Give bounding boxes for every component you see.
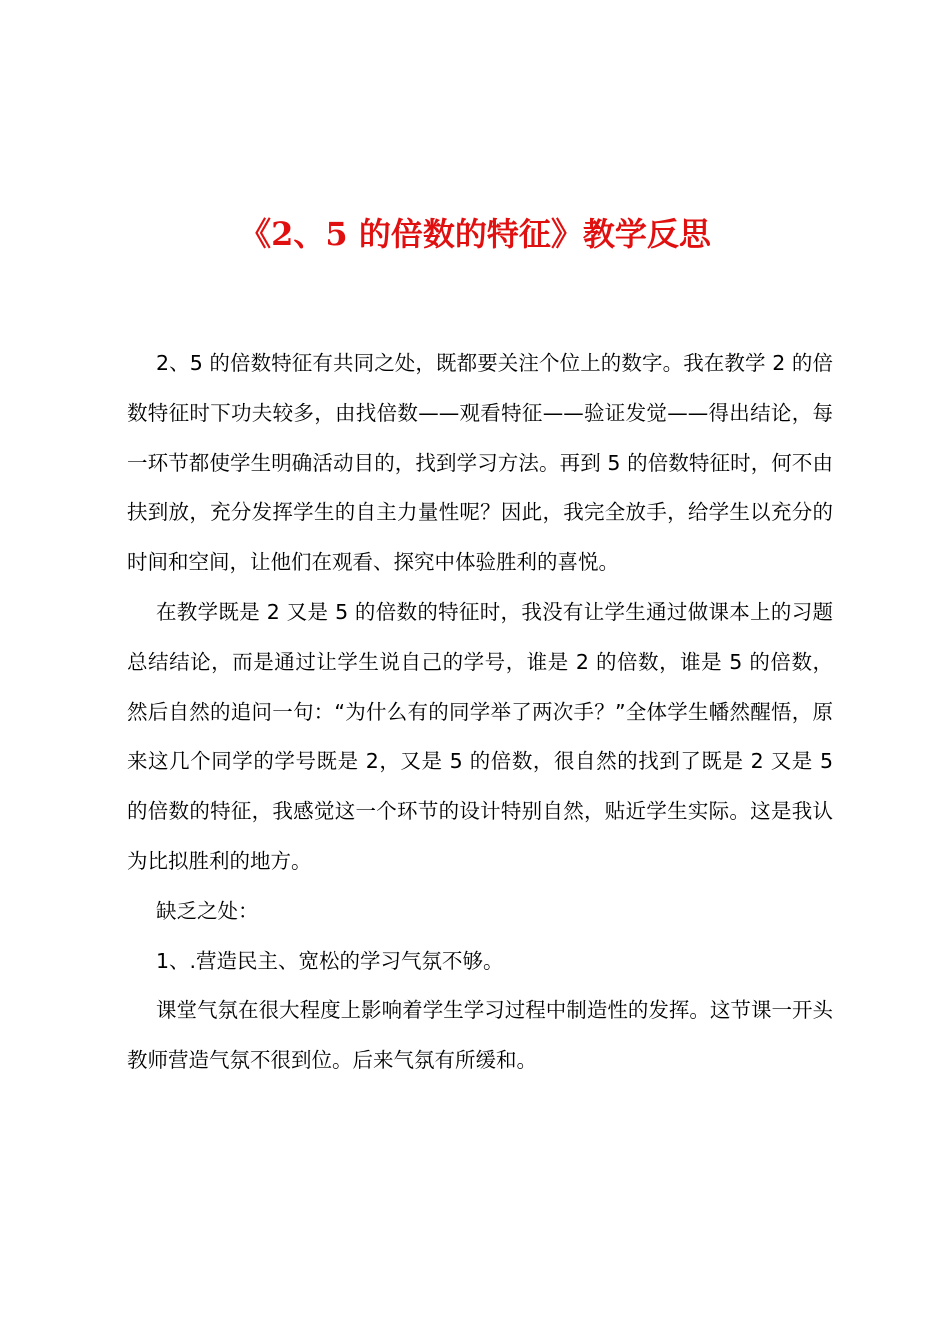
paragraph-teaching-example: 在教学既是 2 又是 5 的倍数的特征时，我没有让学生通过做课本上的习题总结结论，而是通过让学生说自己的学号，谁是 2 的倍数，谁是 5 的倍数，然后自然的追问一句：“为什么有的同学举了两次手？”全体学生幡然醒悟，原来这几个同学的学号既是 2，又是 5 的倍数，很自然的找到了既是 2 又是 5 的倍数的特征，我感觉这一个环节的设计特别自然，贴近学生实际。这是我认为比拟胜利的地方。 bbox=[127, 599, 833, 873]
document-title: 《2、5 的倍数的特征》教学反思 bbox=[239, 215, 711, 253]
paragraph-intro: 2、5 的倍数特征有共同之处，既都要关注个位上的数字。我在教学 2 的倍数特征时下功夫较多，由找倍数——观看特征——验证发觉——得出结论，每一环节都使学生明确活动目的，找到学习方法。再到 5 的倍数特征时，何不由扶到放，充分发挥学生的自主力量性呢？因此，我完全放手，给学生以充分的时间和空间，让他们在观看、探究中体验胜利的喜悦。 bbox=[127, 351, 833, 575]
paragraph-shortcomings-heading: 缺乏之处： bbox=[156, 898, 259, 923]
paragraph-shortcoming-1: 1、.营造民主、宽松的学习气氛不够。 bbox=[156, 948, 504, 973]
document-body bbox=[127, 339, 833, 1086]
paragraph-classroom-atmosphere: 课堂气氛在很大程度上影响着学生学习过程中制造性的发挥。这节课一开头教师营造气氛不很到位。后来气氛有所缓和。 bbox=[127, 998, 833, 1073]
